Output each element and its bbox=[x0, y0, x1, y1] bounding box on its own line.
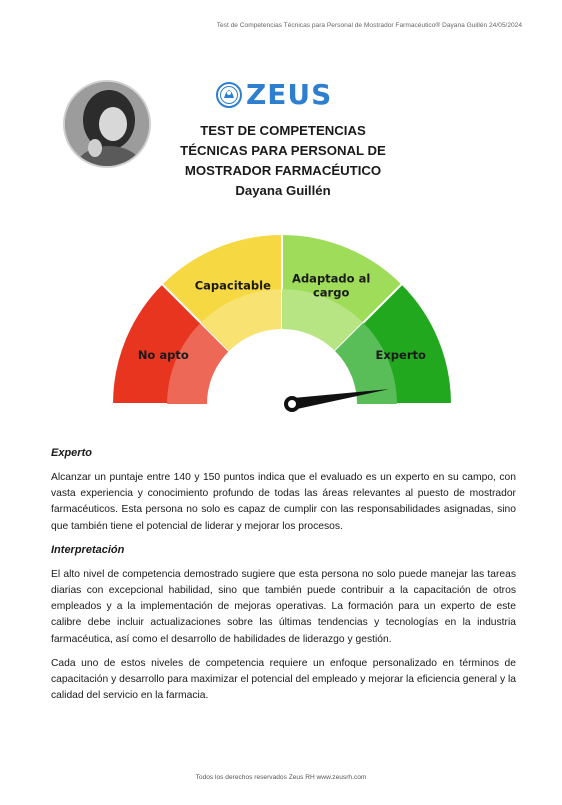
zeus-logo bbox=[216, 80, 332, 110]
gauge-segment-label: Capacitable bbox=[194, 278, 271, 293]
paragraph-interpretacion-1: El alto nivel de competencia demostrado sugiere que esta persona no solo puede manejar las tareas diarias con excepcional habilidad, sino que también puede contribuir a la capacitación de otros empleados y a la implementación de mejoras operativas. La formación para un experto de este calibre debe incluir actualizaciones sobre las últimas tendencias y tecnologías en la industria farmacéutica, así como el desarrollo de habilidades de liderazgo y gestión. bbox=[51, 568, 516, 645]
footer: Todos los derechos reservados Zeus RH www.zeusrh.com bbox=[195, 774, 367, 781]
results-content bbox=[51, 446, 516, 704]
avatar bbox=[63, 80, 151, 168]
gauge-segment-label: Adaptado al cargo bbox=[292, 271, 371, 300]
paragraph-experto: Alcanzar un puntaje entre 140 y 150 puntos indica que el evaluado es un experto en su campo, con vasta experiencia y conocimiento profundo de todas las áreas relevantes al puesto de mostrador farmacéuticos. Esta persona no solo es capaz de cumplir con las responsabilidades asignadas, sino que también tiene el potencial de liderar y mejorar los procesos. bbox=[51, 472, 516, 532]
document-title bbox=[140, 121, 426, 201]
gauge-segment-label: No apto bbox=[137, 347, 189, 362]
title-line-1: TEST DE COMPETENCIAS bbox=[200, 123, 366, 138]
zeus-emblem-icon bbox=[216, 82, 242, 108]
paragraph-interpretacion-2: Cada uno de estos niveles de competencia requiere un enfoque personalizado en términos de capacitación y desarrollo para maximizar el potencial del empleado y mejorar la eficiencia general y la calidad del servicio en la farmacia. bbox=[51, 657, 516, 702]
section-heading-experto: Experto bbox=[51, 447, 92, 459]
gauge-needle-hub-center bbox=[288, 400, 296, 408]
candidate-name: Dayana Guillén bbox=[235, 183, 331, 198]
header-note: Test de Competencias Técnicas para Personal de Mostrador Farmacéutico® Dayana Guillén 24/05/2024 bbox=[216, 22, 522, 29]
title-line-2: TÉCNICAS PARA PERSONAL DE bbox=[180, 143, 386, 158]
title-line-3: MOSTRADOR FARMACÉUTICO bbox=[184, 163, 382, 178]
competency-gauge bbox=[0, 226, 562, 426]
section-heading-interpretacion: Interpretación bbox=[51, 543, 125, 556]
zeus-wordmark: ZEUS bbox=[246, 78, 333, 111]
gauge-segment-label: Experto bbox=[375, 347, 426, 362]
